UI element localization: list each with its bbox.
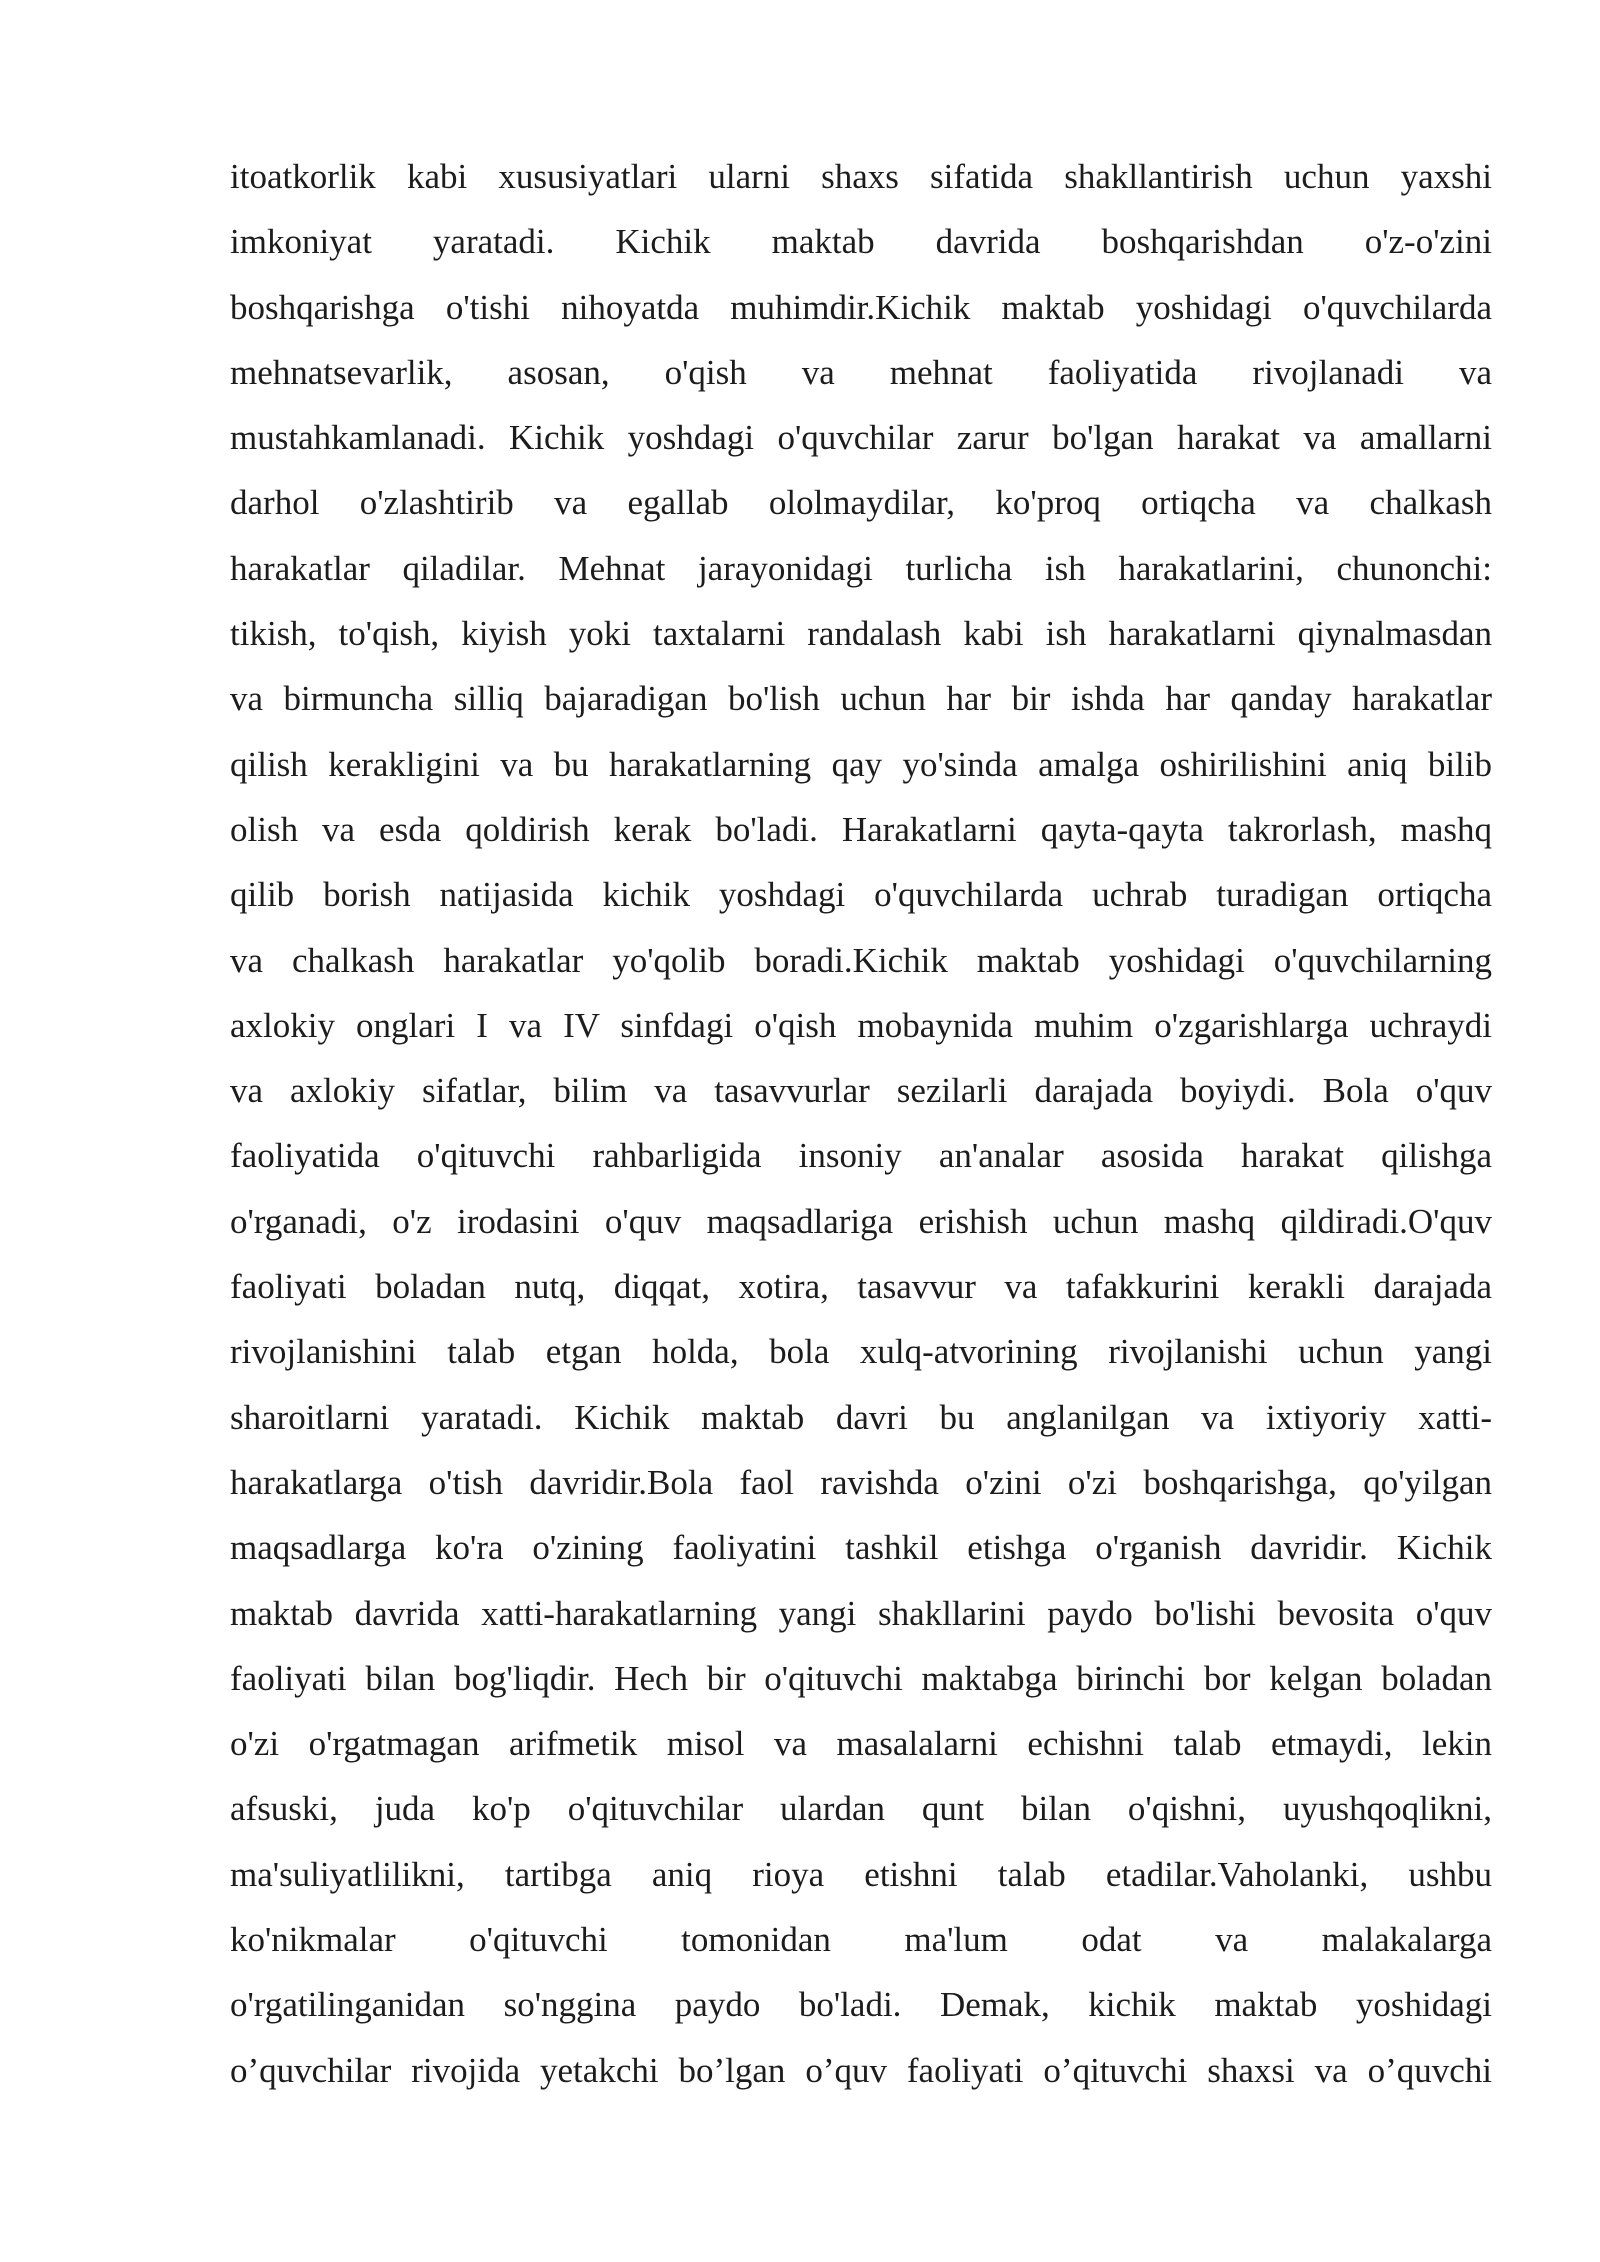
text-line: itoatkorlik kabi xususiyatlari ularni shaxs sifatida shakllantirish uchun yaxshi xyxy=(230,157,1492,196)
text-line: qilish kerakligini va bu harakatlarning qay yo'sinda amalga oshirilishini aniq bilib xyxy=(230,744,1492,784)
text-line: o'rgatilinganidan so'nggina paydo bo'ladi. Demak, kichik maktab yoshidagi xyxy=(230,1985,1492,2025)
text-line: maktab davrida xatti-harakatlarning yangi shakllarini paydo bo'lishi bevosita o'quv xyxy=(230,1593,1492,1633)
text-line: faoliyati boladan nutq, diqqat, xotira, tasavvur va tafakkurini kerakli darajada xyxy=(230,1267,1492,1307)
text-line: mustahkamlanadi. Kichik yoshdagi o'quvchilar zarur bo'lgan harakat va amallarni xyxy=(230,418,1492,458)
text-line: harakatlarga o'tish davridir.Bola faol ravishda o'zini o'zi boshqarishga, qo'yilgan xyxy=(230,1462,1492,1502)
text-line: o'rganadi, o'z irodasini o'quv maqsadlariga erishish uchun mashq qildiradi.O'quv xyxy=(230,1201,1492,1241)
text-line: sharoitlarni yaratadi. Kichik maktab davri bu anglanilgan va ixtiyoriy xatti- xyxy=(230,1397,1492,1437)
text-line: boshqarishga o'tishi nihoyatda muhimdir.Kichik maktab yoshidagi o'quvchilarda xyxy=(230,287,1492,327)
text-line: o’quvchilar rivojida yetakchi bo’lgan o’quv faoliyati o’qituvchi shaxsi va o’quvchi xyxy=(230,2050,1492,2090)
text-line: va chalkash harakatlar yo'qolib boradi.Kichik maktab yoshidagi o'quvchilarning xyxy=(230,940,1492,980)
text-line: qilib borish natijasida kichik yoshdagi o'quvchilarda uchrab turadigan ortiqcha xyxy=(230,875,1492,915)
text-line: va birmuncha silliq bajaradigan bo'lish uchun har bir ishda har qanday harakatlar xyxy=(230,679,1492,719)
text-line: axlokiy onglari I va IV sinfdagi o'qish mobaynida muhim o'zgarishlarga uchraydi xyxy=(230,1005,1492,1045)
text-line: harakatlar qiladilar. Mehnat jarayonidagi turlicha ish harakatlarini, chunonchi: xyxy=(230,548,1492,588)
text-line: afsuski, juda ko'p o'qituvchilar ulardan qunt bilan o'qishni, uyushqoqlikni, xyxy=(230,1789,1492,1829)
text-line: ko'nikmalar o'qituvchi tomonidan ma'lum odat va malakalarga xyxy=(230,1920,1492,1960)
text-line: o'zi o'rgatmagan arifmetik misol va masalalarni echishni talab etmaydi, lekin xyxy=(230,1724,1492,1764)
text-line: olish va esda qoldirish kerak bo'ladi. Harakatlarni qayta-qayta takrorlash, mashq xyxy=(230,809,1492,849)
body-text xyxy=(230,148,1492,2107)
text-line: tikish, to'qish, kiyish yoki taxtalarni randalash kabi ish harakatlarni qiynalmasdan xyxy=(230,614,1492,654)
text-line: darhol o'zlashtirib va egallab ololmaydilar, ko'proq ortiqcha va chalkash xyxy=(230,483,1492,523)
text-line: va axlokiy sifatlar, bilim va tasavvurlar sezilarli darajada boyiydi. Bola o'quv xyxy=(230,1071,1492,1111)
text-line: maqsadlarga ko'ra o'zining faoliyatini tashkil etishga o'rganish davridir. Kichik xyxy=(230,1528,1492,1568)
text-line: rivojlanishini talab etgan holda, bola xulq-atvorining rivojlanishi uchun yangi xyxy=(230,1332,1492,1372)
text-line: imkoniyat yaratadi. Kichik maktab davrida boshqarishdan o'z-o'zini xyxy=(230,222,1492,262)
text-line: ma'suliyatlilikni, tartibga aniq rioya etishni talab etadilar.Vaholanki, ushbu xyxy=(230,1854,1492,1894)
text-line: faoliyati bilan bog'liqdir. Hech bir o'qituvchi maktabga birinchi bor kelgan boladan xyxy=(230,1658,1492,1698)
text-line: mehnatsevarlik, asosan, o'qish va mehnat faoliyatida rivojlanadi va xyxy=(230,352,1492,392)
text-line: faoliyatida o'qituvchi rahbarligida insoniy an'analar asosida harakat qilishga xyxy=(230,1136,1492,1176)
